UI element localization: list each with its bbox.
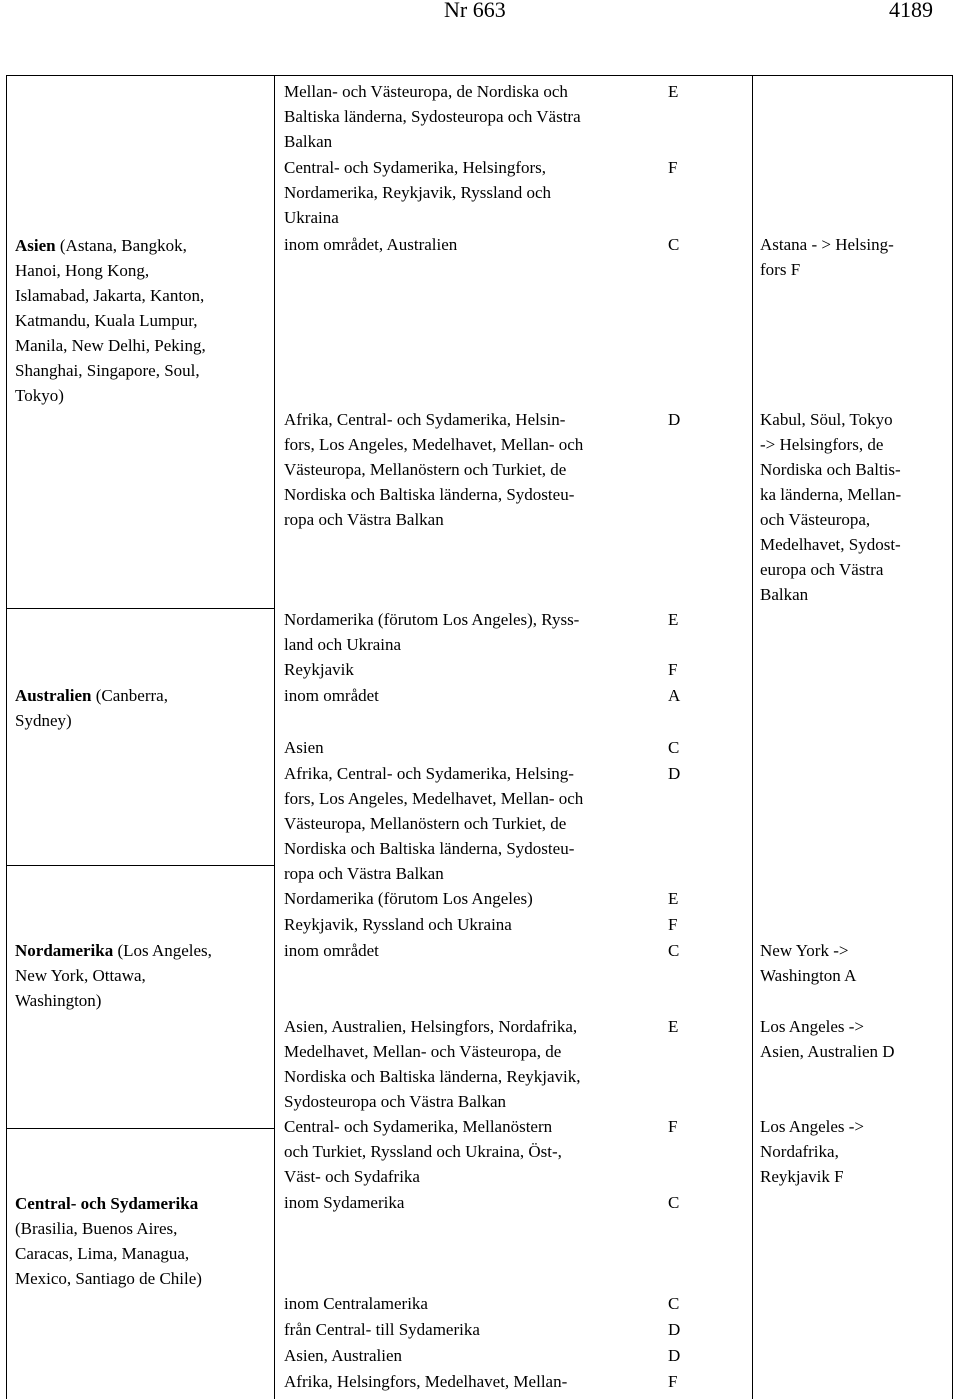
destination: inom Sydamerika bbox=[284, 1193, 405, 1212]
destination: Nordamerika (förutom Los Angeles), Ryss- land och Ukraina bbox=[284, 610, 580, 654]
region-divider bbox=[6, 1128, 274, 1129]
tariff-class: D bbox=[668, 1346, 681, 1365]
route-note: Kabul, Söul, Tokyo -> Helsingfors, de Nordiska och Baltis- ka länderna, Mellan- och Västeuropa, Medelhavet, Sydost- europa och Västra Balkan bbox=[760, 410, 902, 604]
destination: Reykjavik, Ryssland och Ukraina bbox=[284, 915, 512, 934]
destination: Afrika, Helsingfors, Medelhavet, Mellan- bbox=[284, 1372, 568, 1391]
tariff-class: D bbox=[668, 764, 681, 783]
tariff-class: E bbox=[668, 1017, 679, 1036]
table-border-right bbox=[952, 75, 953, 1399]
page-header bbox=[0, 0, 960, 23]
table-border-top bbox=[6, 75, 952, 76]
route-note: Los Angeles -> Nordafrika, Reykjavik F bbox=[760, 1117, 865, 1186]
column-divider bbox=[274, 75, 275, 1399]
tariff-class: F bbox=[668, 915, 678, 934]
tariff-class: E bbox=[668, 610, 679, 629]
tariff-class: C bbox=[668, 235, 680, 254]
destination: inom området bbox=[284, 686, 379, 705]
destination: Afrika, Central- och Sydamerika, Helsing- fors, Los Angeles, Medelhavet, Mellan- och Västeuropa, Mellanöstern och Turkiet, de Nordiska och Baltiska länderna, Sydosteu- ropa och Västra Balkan bbox=[284, 764, 584, 883]
tariff-table bbox=[6, 75, 952, 1399]
tariff-class: E bbox=[668, 889, 679, 908]
region-divider bbox=[6, 608, 274, 609]
tariff-class: F bbox=[668, 158, 678, 177]
route-note: Los Angeles -> Asien, Australien D bbox=[760, 1017, 895, 1061]
table-border-left bbox=[6, 75, 7, 1399]
tariff-class: F bbox=[668, 1117, 678, 1136]
region-asien: Asien (Astana, Bangkok, Hanoi, Hong Kong, Islamabad, Jakarta, Kanton, Katmandu, Kuala Lumpur, Manila, New Delhi, Peking, Shanghai, Singapore, Soul, Tokyo) bbox=[15, 236, 206, 405]
destination: Reykjavik bbox=[284, 660, 354, 679]
destination: Asien bbox=[284, 738, 324, 757]
destination: Central- och Sydamerika, Helsingfors, Nordamerika, Reykjavik, Ryssland och Ukraina bbox=[284, 158, 552, 227]
tariff-class: A bbox=[668, 686, 681, 705]
region-australien: Australien (Canberra, Sydney) bbox=[15, 686, 168, 730]
tariff-class: F bbox=[668, 1372, 678, 1391]
column-divider bbox=[752, 75, 753, 1399]
destination: från Central- till Sydamerika bbox=[284, 1320, 480, 1339]
region-central-och-sydamerika: Central- och Sydamerika (Brasilia, Buenos Aires, Caracas, Lima, Managua, Mexico, Santiago de Chile) bbox=[15, 1194, 202, 1288]
page-number: 4189 bbox=[889, 0, 933, 22]
route-note: Astana - > Helsing- fors F bbox=[760, 235, 894, 279]
region-divider bbox=[6, 865, 274, 866]
tariff-class: E bbox=[668, 82, 679, 101]
destination: Nordamerika (förutom Los Angeles) bbox=[284, 889, 533, 908]
tariff-class: C bbox=[668, 1294, 680, 1313]
destination: inom Centralamerika bbox=[284, 1294, 428, 1313]
destination: Asien, Australien bbox=[284, 1346, 403, 1365]
destination: Central- och Sydamerika, Mellanöstern och Turkiet, Ryssland och Ukraina, Öst-, Väst- och Sydafrika bbox=[284, 1117, 562, 1186]
destination: Asien, Australien, Helsingfors, Nordafrika, Medelhavet, Mellan- och Västeuropa, de Nordiska och Baltiska länderna, Reykjavik, Sydosteuropa och Västra Balkan bbox=[284, 1017, 581, 1111]
destination: inom området bbox=[284, 941, 379, 960]
region-nordamerika: Nordamerika (Los Angeles, New York, Ottawa, Washington) bbox=[15, 941, 212, 1010]
destination: inom området, Australien bbox=[284, 235, 458, 254]
tariff-class: D bbox=[668, 1320, 681, 1339]
tariff-class: D bbox=[668, 410, 681, 429]
route-note: New York -> Washington A bbox=[760, 941, 857, 985]
tariff-class: C bbox=[668, 1193, 680, 1212]
tariff-class: C bbox=[668, 738, 680, 757]
issue-number: Nr 663 bbox=[444, 0, 506, 22]
tariff-class: F bbox=[668, 660, 678, 679]
destination: Afrika, Central- och Sydamerika, Helsin- fors, Los Angeles, Medelhavet, Mellan- och Västeuropa, Mellanöstern och Turkiet, de Nordiska och Baltiska länderna, Sydosteu- ropa och Västra Balkan bbox=[284, 410, 584, 529]
tariff-class: C bbox=[668, 941, 680, 960]
destination: Mellan- och Västeuropa, de Nordiska och Baltiska länderna, Sydosteuropa och Västra Balkan bbox=[284, 82, 581, 151]
